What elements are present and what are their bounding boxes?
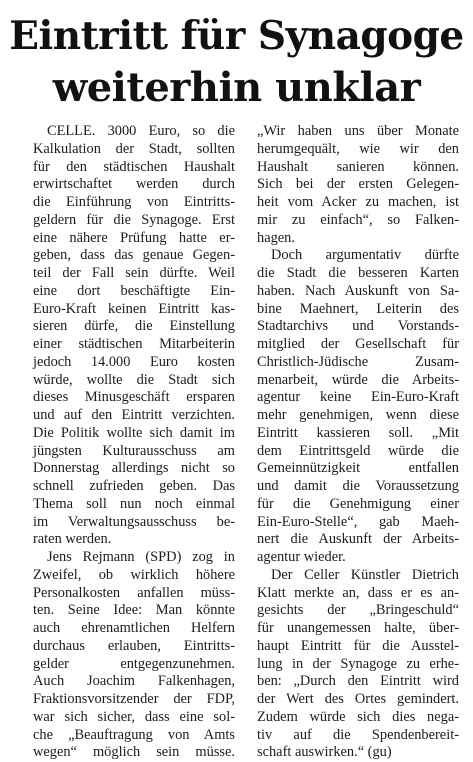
text-line: Kalkulation der Stadt, sollten — [33, 140, 235, 157]
article-headline — [6, 10, 467, 114]
text-line: Gemeinnützigkeit entfallen — [257, 460, 459, 477]
text-line: Zweifel, ob wirklich höhere — [33, 566, 235, 583]
text-line: menarbeit, würde die Arbeits- — [257, 371, 459, 388]
article-column-left — [33, 123, 235, 762]
text-line: wegen“ möglich sein müsse. — [33, 744, 235, 761]
text-line: eine nähere Prüfung hatte er- — [33, 229, 235, 246]
headline-line-1: Eintritt für Synagoge — [9, 13, 464, 59]
text-line: tiv auf die Spendenbereit- — [257, 726, 459, 743]
text-line: herumgequält, wie wir den — [257, 140, 459, 157]
text-line: haben. Nach Auskunft von Sa- — [257, 282, 459, 299]
text-line: auch ehrenamtlichen Helfern — [33, 620, 235, 636]
text-line: teil der Fall sein dürfte. Weil — [33, 265, 235, 281]
text-line: jüngsten Kulturausschuss am — [33, 442, 235, 459]
text-line: jedoch 14.000 Euro kosten — [33, 353, 235, 370]
text-line: und damit die Voraussetzung — [257, 478, 459, 494]
text-line: lung in der Synagoge zu erhe- — [257, 655, 459, 672]
text-line: Doch argumentativ dürfte — [271, 247, 459, 264]
text-line: einer städtischen Mitarbeiterin — [33, 336, 235, 352]
text-line: Donnerstag allerdings nicht so — [33, 460, 235, 477]
text-line: sieren dürfe, die Einstellung — [33, 318, 235, 335]
article-column-right — [257, 123, 459, 762]
text-line: nert die Auskunft der Arbeits- — [257, 531, 459, 548]
headline-line-2: weiterhin unklar — [52, 64, 421, 111]
text-line: geben, dass das genaue Gegen- — [33, 247, 235, 264]
text-line: für den städtischen Haushalt — [33, 158, 235, 175]
text-line: hagen. — [257, 229, 295, 246]
text-line: dieses Minusgeschäft ersparen — [33, 389, 235, 406]
text-line: Die Politik wollte sich damit im — [33, 424, 235, 441]
text-line: heit vom Acker zu machen, ist — [257, 194, 459, 210]
text-line: Haushalt sanieren können. — [257, 158, 459, 175]
text-line: und auf den Eintritt verzichten. — [33, 407, 235, 423]
text-line: durchaus erlauben, Eintritts- — [33, 637, 235, 654]
text-line: Jens Rejmann (SPD) zog in — [47, 549, 235, 565]
text-line: Zudem würde sich dies nega- — [257, 708, 459, 725]
text-line: war sich sicher, dass eine sol- — [33, 708, 235, 725]
text-line: im Verwaltungsausschuss be- — [33, 513, 235, 530]
text-line: erwirtschaftet werden durch — [33, 176, 235, 193]
text-line: agentur wieder. — [257, 549, 346, 565]
text-line: die Einführung von Eintritts- — [33, 194, 235, 210]
text-line: gesichts der „Bringeschuld“ — [257, 602, 459, 619]
text-line: dem Eintrittsgeld würde die — [257, 442, 459, 459]
text-line: schaft auswirken.“ (gu) — [257, 744, 392, 761]
text-line: gelder entgegenzunehmen. — [33, 655, 235, 672]
text-line: Sich bei der ersten Gelegen- — [257, 176, 459, 193]
text-line: Thema soll nun noch einmal — [33, 495, 235, 512]
text-line: Eintritt kassieren soll. „Mit — [257, 424, 459, 441]
text-line: geldern für die Synagoge. Erst — [33, 211, 235, 228]
text-line: bine Maehnert, Leiterin des — [257, 300, 459, 317]
text-line: agentur keine Ein-Euro-Kraft — [257, 389, 459, 406]
text-line: mitglied der Gesellschaft für — [257, 336, 459, 352]
text-line: die Stadt die besseren Karten — [257, 265, 459, 281]
text-line: „Wir haben uns über Monate — [257, 123, 459, 139]
text-line: mir zu einfach“, so Falken- — [257, 211, 459, 228]
text-line: ten. Seine Idee: Man könnte — [33, 602, 235, 619]
text-line: haupt Eintritt für die Ausstel- — [257, 637, 459, 654]
text-line: Ein-Euro-Stelle“, gab Maeh- — [257, 513, 459, 530]
text-line: Stadtarchivs und Vorstands- — [257, 318, 459, 335]
text-line: Auch Joachim Falkenhagen, — [33, 673, 235, 690]
text-line: che „Beauftragung von Amts — [33, 726, 235, 743]
text-line: CELLE. 3000 Euro, so die — [47, 123, 235, 139]
text-line: Der Celler Künstler Dietrich — [271, 566, 459, 583]
text-line: Fraktionsvorsitzender der FDP, — [33, 691, 235, 707]
text-line: Euro-Kraft keinen Eintritt kas- — [33, 300, 235, 317]
text-line: der Wert des Ortes gemindert. — [257, 691, 459, 707]
text-line: für die Genehmigung einer — [257, 495, 459, 512]
text-line: Personalkosten anfallen müss- — [33, 584, 235, 601]
text-line: ben: „Durch den Eintritt wird — [257, 673, 459, 690]
text-line: eine dort beschäftigte Ein- — [33, 282, 235, 299]
text-line: mehr genehmigen, wenn diese — [257, 407, 459, 423]
text-line: schnell zufrieden geben. Das — [33, 478, 235, 494]
text-line: Klatt merkte an, dass er es an- — [257, 584, 459, 601]
text-line: für unangemessen halte, über- — [257, 620, 459, 636]
text-line: würde, wollte die Stadt sich — [33, 371, 235, 388]
text-line: Christlich-Jüdische Zusam- — [257, 353, 459, 370]
text-line: raten werden. — [33, 531, 112, 548]
